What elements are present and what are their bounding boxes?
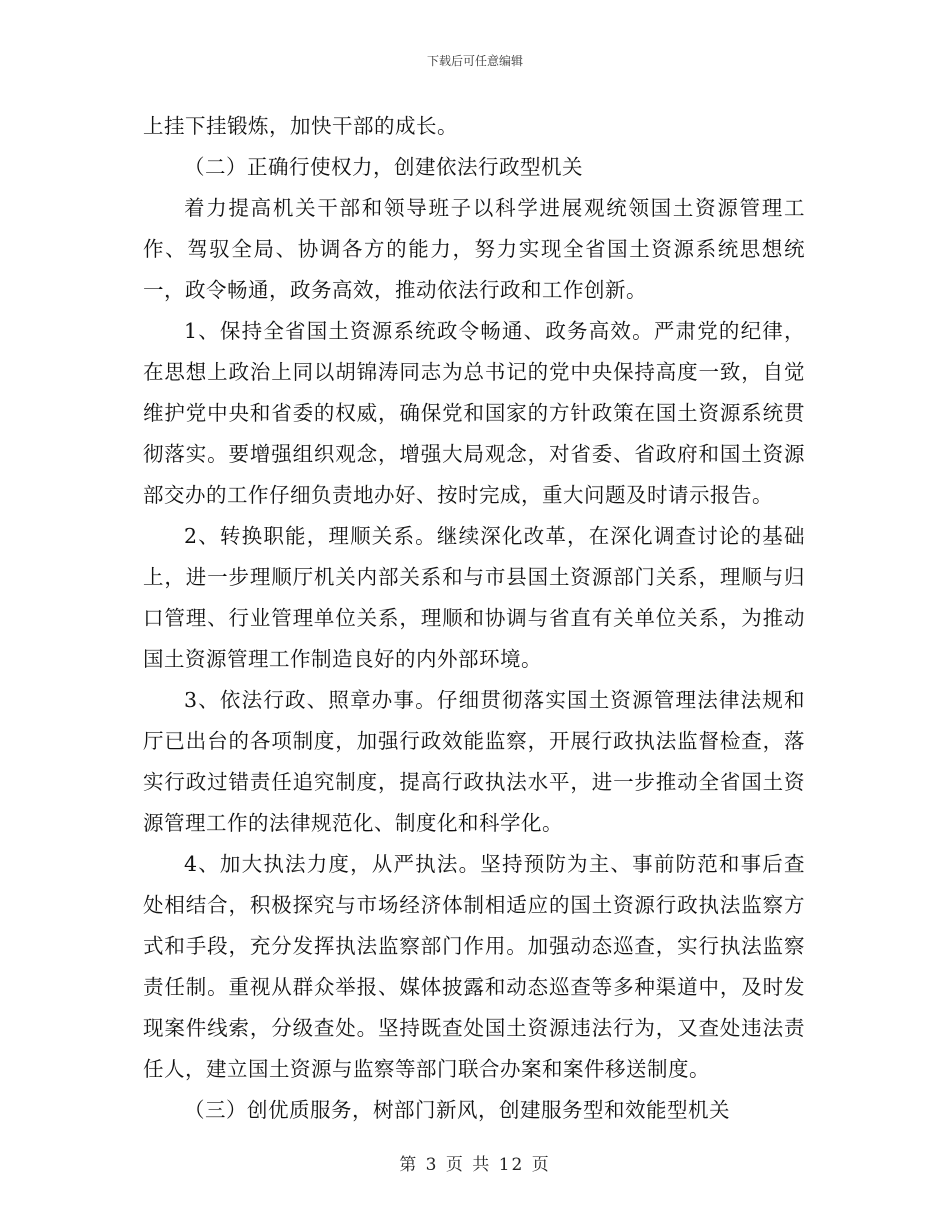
paragraph: 上挂下挂锻炼，加快干部的成长。 (143, 114, 458, 138)
page-number: 第 3 页 共 12 页 (399, 1155, 551, 1175)
section-heading: （三）创优质服务，树部门新风，创建服务型和效能型机关 (184, 1098, 730, 1122)
list-item-paragraph: 4、加大执法力度，从严执法。坚持预防为主、事前防范和事后查处相结合，积极探究与市场经济体制相适应的国土资源行政执法监察方式和手段，充分发挥执法监察部门作用。加强动态巡查，实行执法监察责任制。重视从群众举报、媒体披露和动态巡查等多种渠道中，及时发现案件线索，分级查处。坚持既查处国土资源违法行为，又查处违法责任人，建立国土资源与监察等部门联合办案和案件移送制度。 (143, 852, 805, 1081)
document-body (143, 106, 805, 1131)
page-header: 下载后可任意编辑 (426, 54, 523, 68)
section-heading: （二）正确行使权力，创建依法行政型机关 (184, 155, 583, 179)
paragraph: 着力提高机关干部和领导班子以科学进展观统领国土资源管理工作、驾驭全局、协调各方的能力，努力实现全省国土资源系统思想统一，政令畅通，政务高效，推动依法行政和工作创新。 (143, 196, 805, 302)
list-item-paragraph: 1、保持全省国土资源系统政令畅通、政务高效。严肃党的纪律，在思想上政治上同以胡锦涛同志为总书记的党中央保持高度一致，自觉维护党中央和省委的权威，确保党和国家的方针政策在国土资源系统贯彻落实。要增强组织观念，增强大局观念，对省委、省政府和国土资源部交办的工作仔细负责地办好、按时完成，重大问题及时请示报告。 (143, 319, 805, 507)
list-item-paragraph: 3、依法行政、照章办事。仔细贯彻落实国土资源管理法律法规和厅已出台的各项制度，加强行政效能监察，开展行政执法监督检查，落实行政过错责任追究制度，提高行政执法水平，进一步推动全省国土资源管理工作的法律规范化、制度化和科学化。 (143, 688, 805, 835)
list-item-paragraph: 2、转换职能，理顺关系。继续深化改革，在深化调查讨论的基础上，进一步理顺厅机关内部关系和与市县国土资源部门关系，理顺与归口管理、行业管理单位关系，理顺和协调与省直有关单位关系，为推动国土资源管理工作制造良好的内外部环境。 (143, 524, 805, 671)
